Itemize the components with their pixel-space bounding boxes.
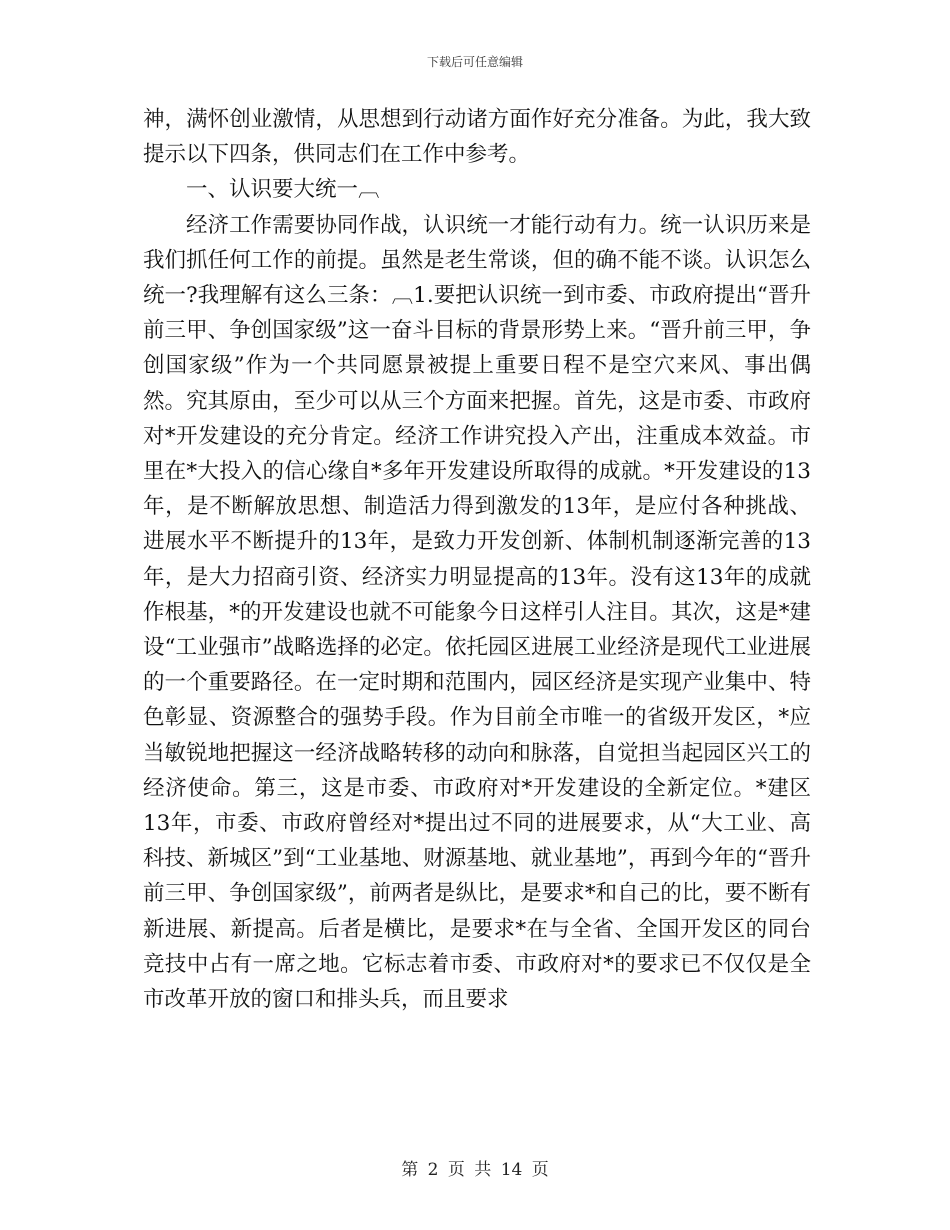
page-header: 下载后可任意编辑 — [426, 55, 523, 69]
page-footer: 第 2 页 共 14 页 — [401, 1160, 549, 1180]
paragraph-continuation: 神，满怀创业激情，从思想到行动诸方面作好充分准备。为此，我大致提示以下四条，供同志们在工作中参考。 — [143, 107, 811, 168]
document-body — [143, 102, 811, 1017]
paragraph-main: 经济工作需要协同作战，认识统一才能行动有力。统一认识历来是我们抓任何工作的前提。虽然是老生常谈，但的确不能不谈。认识怎么统一?我理解有这么三条：︹1.要把认识统一到市委、市政府提出“晋升前三甲、争创国家级”这一奋斗目标的背景形势上来。“晋升前三甲，争创国家级”作为一个共同愿景被提上重要日程不是空穴来风、事出偶然。究其原由，至少可以从三个方面来把握。首先，这是市委、市政府对*开发建设的充分肯定。经济工作讲究投入产出，注重成本效益。市里在*大投入的信心缘自*多年开发建设所取得的成就。*开发建设的13年，是不断解放思想、制造活力得到激发的13年，是应付各种挑战、进展水平不断提升的13年，是致力开发创新、体制机制逐渐完善的13年，是大力招商引资、经济实力明显提高的13年。没有这13年的成就作根基，*的开发建设也就不可能象今日这样引人注目。其次，这是*建设“工业强市”战略选择的必定。依托园区进展工业经济是现代工业进展的一个重要路径。在一定时期和范围内，园区经济是实现产业集中、特色彰显、资源整合的强势手段。作为目前全市唯一的省级开发区，*应当敏锐地把握这一经济战略转移的动向和脉落，自觉担当起园区兴工的经济使命。第三，这是市委、市政府对*开发建设的全新定位。*建区13年，市委、市政府曾经对*提出过不同的进展要求，从“大工业、高科技、新城区”到“工业基地、财源基地、就业基地”，再到今年的“晋升前三甲、争创国家级”，前两者是纵比，是要求*和自己的比，要不断有新进展、新提高。后者是横比，是要求*在与全省、全国开发区的同台竞技中占有一席之地。它标志着市委、市政府对*的要求已不仅仅是全市改革开放的窗口和排头兵，而且要求 — [143, 212, 811, 1013]
section-heading: 一、认识要大统一︹ — [186, 177, 380, 203]
